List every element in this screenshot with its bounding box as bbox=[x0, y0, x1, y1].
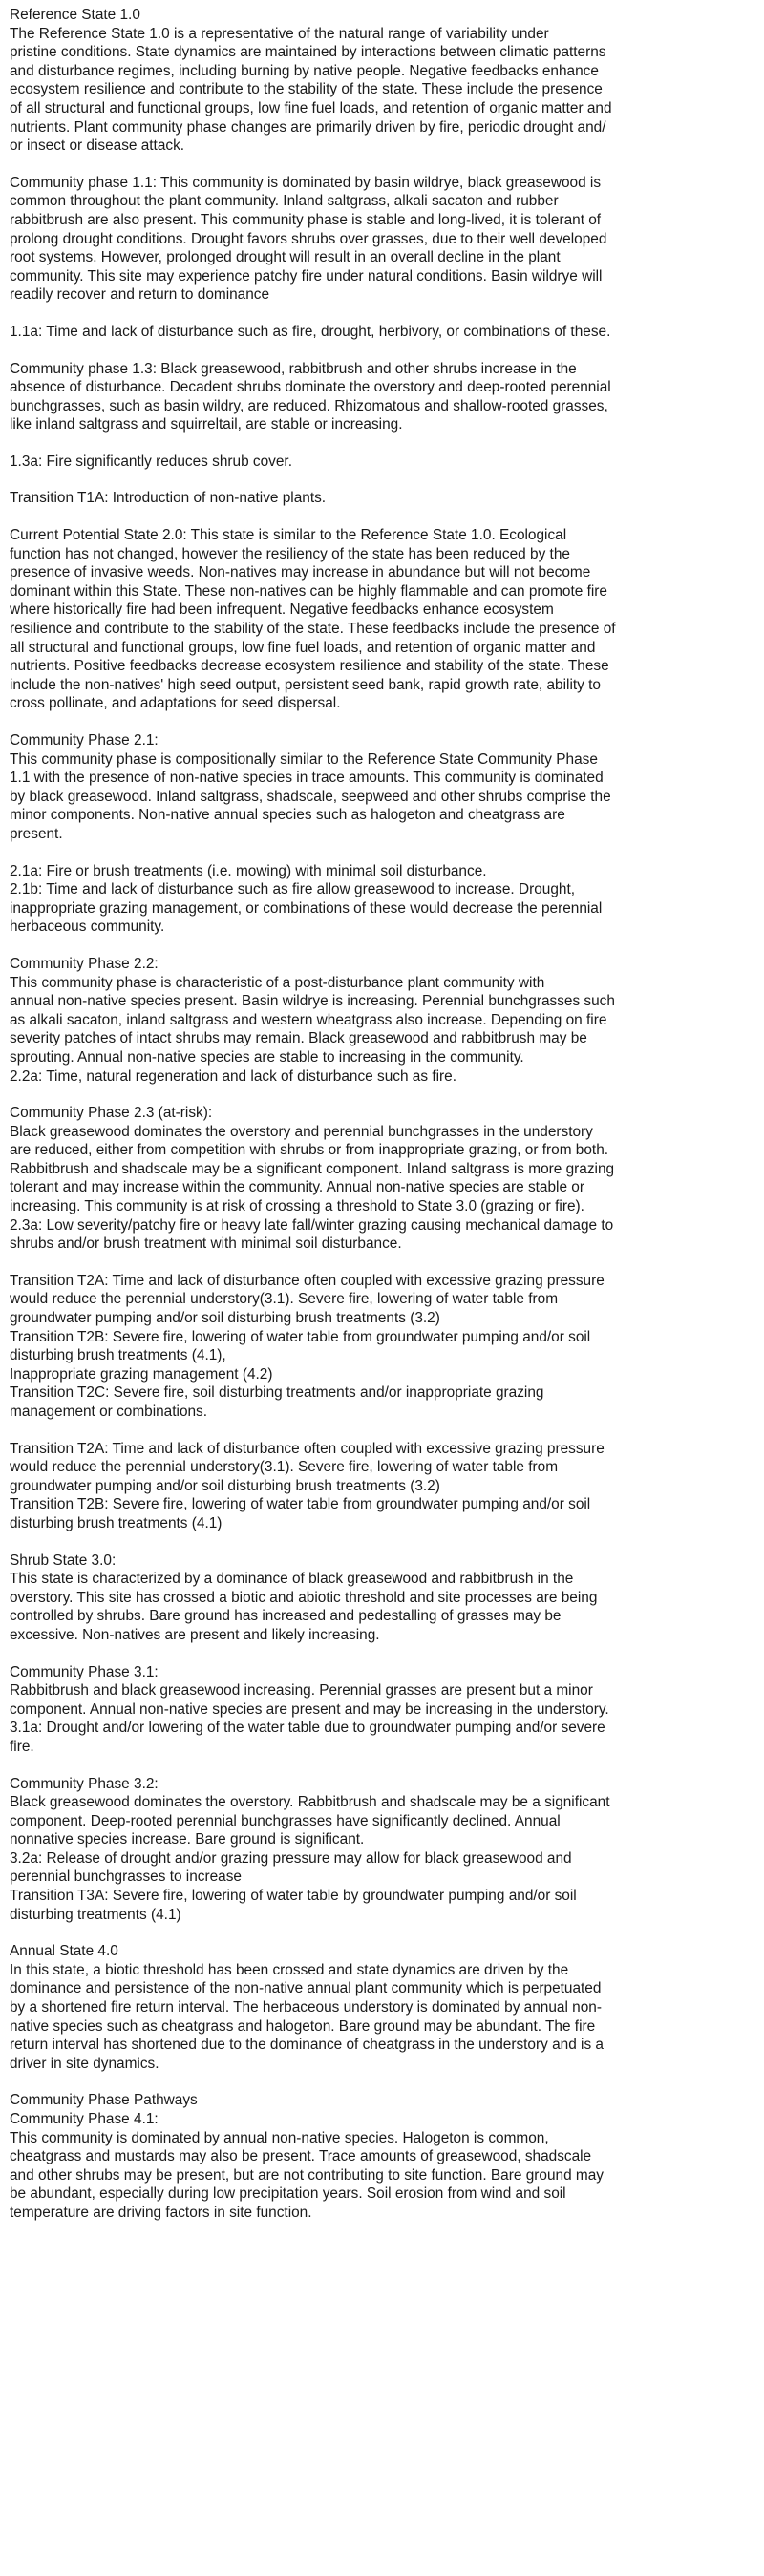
paragraph bbox=[10, 1552, 753, 1645]
text-line: 3.2a: Release of drought and/or grazing pressure may allow for black greasewood and bbox=[10, 1849, 572, 1867]
text-line: Transition T2B: Severe fire, lowering of water table from groundwater pumping and/or soil bbox=[10, 1328, 591, 1345]
text-line: temperature are driving factors in site function. bbox=[10, 2204, 312, 2221]
text-line: controlled by shrubs. Bare ground has increased and pedestalling of grasses may be bbox=[10, 1608, 562, 1625]
text-line: fire. bbox=[10, 1738, 34, 1755]
paragraph bbox=[10, 731, 753, 844]
text-line: This state is characterized by a dominance of black greasewood and rabbitbrush in the bbox=[10, 1571, 574, 1588]
text-line: component. Deep-rooted perennial bunchgrasses have significantly declined. Annual bbox=[10, 1812, 561, 1829]
text-line: 3.1a: Drought and/or lowering of the water table due to groundwater pumping and/or severe bbox=[10, 1720, 605, 1737]
paragraph-first-line: Community Phase 2.3 (at-risk): bbox=[10, 1105, 213, 1122]
text-line: would reduce the perennial understory(3.1). Severe fire, lowering of water table from bbox=[10, 1291, 559, 1308]
text-line: as alkali sacaton, inland saltgrass and western wheatgrass also increase. Depending on fire bbox=[10, 1011, 607, 1028]
text-line: Rabbitbrush and black greasewood increasing. Perennial grasses are present but a minor bbox=[10, 1682, 593, 1700]
paragraph bbox=[10, 323, 753, 342]
text-line: return interval has shortened due to the dominance of cheatgrass in the understory and is a bbox=[10, 2037, 604, 2054]
text-line: common throughout the plant community. Inland saltgrass, alkali sacaton and rubber bbox=[10, 193, 559, 210]
text-line: all structural and functional groups, low fine fuel loads, and retention of organic matter and bbox=[10, 639, 596, 656]
text-line: or insect or disease attack. bbox=[10, 137, 185, 155]
paragraph-first-line: Transition T2A: Time and lack of disturbance often coupled with excessive grazing pressure bbox=[10, 1440, 605, 1457]
text-line: and other shrubs may be present, but are not contributing to site function. Bare ground may bbox=[10, 2166, 604, 2184]
text-line: minor components. Non-native annual species such as halogeton and cheatgrass are bbox=[10, 807, 565, 824]
text-line: Black greasewood dominates the overstory. Rabbitbrush and shadscale may be a significant bbox=[10, 1794, 610, 1811]
text-line: include the non-natives' high seed output, persistent seed bank, rapid growth rate, ability to bbox=[10, 676, 601, 693]
text-line: cheatgrass and mustards may also be present. Trace amounts of greasewood, shadscale bbox=[10, 2148, 592, 2165]
text-line: where historically fire had been infrequent. Negative feedbacks enhance ecosystem bbox=[10, 602, 554, 619]
paragraph bbox=[10, 862, 753, 937]
text-line: This community is dominated by annual non-native species. Halogeton is common, bbox=[10, 2129, 549, 2146]
text-line: nutrients. Plant community phase changes are primarily driven by fire, periodic drought and/ bbox=[10, 118, 606, 136]
text-line: root systems. However, prolonged drought will result in an overall decline in the plant bbox=[10, 249, 561, 266]
text-line: excessive. Non-natives are present and likely increasing. bbox=[10, 1626, 380, 1643]
paragraph-first-line: Annual State 4.0 bbox=[10, 1943, 118, 1960]
paragraph-first-line: Community Phase 3.2: bbox=[10, 1775, 159, 1792]
text-line: by black greasewood. Inland saltgrass, shadscale, seepweed and other shrubs comprise the bbox=[10, 788, 611, 805]
paragraph bbox=[10, 1942, 753, 2073]
text-line: This community phase is characteristic of a post-disturbance plant community with bbox=[10, 974, 545, 991]
text-line: presence of invasive weeds. Non-natives may increase in abundance but will not become bbox=[10, 564, 591, 581]
text-line: The Reference State 1.0 is a representative of the natural range of variability under bbox=[10, 25, 549, 42]
text-line: component. Annual non-native species are present and may be increasing in the understory. bbox=[10, 1700, 609, 1718]
text-line: disturbing brush treatments (4.1) bbox=[10, 1514, 223, 1531]
text-line: be abundant, especially during low precipitation years. Soil erosion from wind and soil bbox=[10, 2185, 566, 2203]
paragraph bbox=[10, 955, 753, 1086]
text-line: perennial bunchgrasses to increase bbox=[10, 1869, 242, 1886]
paragraph-first-line: Transition T1A: Introduction of non-native plants. bbox=[10, 490, 327, 507]
paragraph-first-line: Reference State 1.0 bbox=[10, 7, 140, 23]
paragraph bbox=[10, 1663, 753, 1757]
text-line: 2.3a: Low severity/patchy fire or heavy late fall/winter grazing causing mechanical damage to bbox=[10, 1216, 614, 1234]
text-line: driver in site dynamics. bbox=[10, 2055, 159, 2072]
text-line: like inland saltgrass and squirreltail, are stable or increasing. bbox=[10, 416, 403, 433]
paragraph bbox=[10, 360, 753, 434]
text-line: community. This site may experience patchy fire under natural conditions. Basin wildrye will bbox=[10, 267, 603, 285]
paragraph-first-line: 1.3a: Fire significantly reduces shrub cover. bbox=[10, 453, 292, 470]
paragraph bbox=[10, 1272, 753, 1422]
paragraph bbox=[10, 526, 753, 713]
text-line: and disturbance regimes, including burning by native people. Negative feedbacks enhance bbox=[10, 62, 599, 79]
text-line: Transition T2B: Severe fire, lowering of water table from groundwater pumping and/or soil bbox=[10, 1496, 591, 1513]
text-line: overstory. This site has crossed a biotic and abiotic threshold and site processes are being bbox=[10, 1589, 598, 1606]
paragraph-first-line: Transition T2A: Time and lack of disturbance often coupled with excessive grazing pressure bbox=[10, 1272, 605, 1289]
text-line: function has not changed, however the resiliency of the state has been reduced by the bbox=[10, 545, 570, 562]
text-line: Inappropriate grazing management (4.2) bbox=[10, 1365, 273, 1383]
text-line: shrubs and/or brush treatment with minimal soil disturbance. bbox=[10, 1235, 402, 1253]
text-line: resilience and contribute to the stability of the state. These feedbacks include the presence of bbox=[10, 621, 616, 638]
text-line: tolerant and may increase within the community. Annual non-native species are stable or bbox=[10, 1179, 584, 1196]
text-line: inappropriate grazing management, or combinations of these would decrease the perennial bbox=[10, 899, 603, 917]
text-line: 2.2a: Time, natural regeneration and lack of disturbance such as fire. bbox=[10, 1067, 456, 1085]
text-line: cross pollinate, and adaptations for seed dispersal. bbox=[10, 695, 341, 712]
paragraph bbox=[10, 2091, 753, 2222]
text-line: are reduced, either from competition with shrubs or from inappropriate grazing, or from both. bbox=[10, 1142, 609, 1159]
text-line: disturbing treatments (4.1) bbox=[10, 1906, 181, 1923]
text-line: native species such as cheatgrass and halogeton. Bare ground may be abundant. The fire bbox=[10, 2017, 596, 2035]
text-line: by a shortened fire return interval. The herbaceous understory is dominated by annual non- bbox=[10, 1999, 602, 2016]
paragraph-first-line: Community Phase Pathways bbox=[10, 2092, 198, 2109]
text-line: sprouting. Annual non-native species are stable to increasing in the community. bbox=[10, 1048, 524, 1066]
paragraph bbox=[10, 1104, 753, 1254]
text-line: annual non-native species present. Basin wildrye is increasing. Perennial bunchgrasses such bbox=[10, 993, 615, 1010]
text-line: groundwater pumping and/or soil disturbing brush treatments (3.2) bbox=[10, 1310, 440, 1327]
text-line: nutrients. Positive feedbacks decrease ecosystem resilience and stability of the state. These bbox=[10, 658, 609, 675]
text-line: rabbitbrush are also present. This community phase is stable and long-lived, it is tolerant of bbox=[10, 211, 602, 228]
text-line: pristine conditions. State dynamics are maintained by interactions between climatic patterns bbox=[10, 44, 606, 61]
text-line: In this state, a biotic threshold has been crossed and state dynamics are driven by the bbox=[10, 1961, 569, 1978]
paragraph-first-line: 2.1a: Fire or brush treatments (i.e. mowing) with minimal soil disturbance. bbox=[10, 862, 487, 879]
text-line: Transition T2C: Severe fire, soil disturbing treatments and/or inappropriate grazing bbox=[10, 1384, 544, 1402]
text-line: This community phase is compositionally similar to the Reference State Community Phase bbox=[10, 750, 598, 768]
text-line: present. bbox=[10, 825, 63, 842]
paragraph bbox=[10, 1775, 753, 1925]
paragraph bbox=[10, 1440, 753, 1533]
paragraph-first-line: Community phase 1.1: This community is dominated by basin wildrye, black greasewood is bbox=[10, 174, 602, 191]
text-line: increasing. This community is at risk of crossing a threshold to State 3.0 (grazing or fire). bbox=[10, 1198, 584, 1215]
text-line: nonnative species increase. Bare ground is significant. bbox=[10, 1831, 365, 1848]
text-line: ecosystem resilience and contribute to the stability of the state. These include the presence bbox=[10, 81, 603, 98]
paragraph-first-line: Shrub State 3.0: bbox=[10, 1552, 117, 1569]
text-line: management or combinations. bbox=[10, 1404, 208, 1420]
text-line: herbaceous community. bbox=[10, 918, 165, 936]
document-body bbox=[10, 6, 753, 2241]
paragraph-first-line: Community Phase 3.1: bbox=[10, 1663, 159, 1680]
text-line: Rabbitbrush and shadscale may be a significant component. Inland saltgrass is more grazing bbox=[10, 1160, 615, 1177]
text-line: Community Phase 4.1: bbox=[10, 2111, 159, 2127]
text-line: bunchgrasses, such as basin wildry, are reduced. Rhizomatous and shallow-rooted grasses, bbox=[10, 397, 608, 414]
text-line: Black greasewood dominates the overstory and perennial bunchgrasses in the understory bbox=[10, 1123, 593, 1140]
text-line: dominance and persistence of the non-native annual plant community which is perpetuated bbox=[10, 1980, 602, 1997]
text-line: groundwater pumping and/or soil disturbing brush treatments (3.2) bbox=[10, 1477, 440, 1494]
text-line: dominant within this State. These non-natives can be highly flammable and can promote fire bbox=[10, 582, 607, 600]
paragraph bbox=[10, 453, 753, 472]
text-line: severity patches of intact shrubs may remain. Black greasewood and rabbitbrush may be bbox=[10, 1030, 587, 1047]
text-line: readily recover and return to dominance bbox=[10, 286, 270, 304]
paragraph bbox=[10, 174, 753, 305]
paragraph bbox=[10, 489, 753, 508]
paragraph-first-line: Community phase 1.3: Black greasewood, rabbitbrush and other shrubs increase in the bbox=[10, 360, 577, 377]
paragraph-first-line: Community Phase 2.2: bbox=[10, 955, 159, 972]
text-line: 2.1b: Time and lack of disturbance such as fire allow greasewood to increase. Drought, bbox=[10, 881, 576, 898]
text-line: 1.1 with the presence of non-native species in trace amounts. This community is dominated bbox=[10, 770, 604, 787]
text-line: disturbing brush treatments (4.1), bbox=[10, 1347, 226, 1364]
paragraph bbox=[10, 6, 753, 156]
text-line: would reduce the perennial understory(3.1). Severe fire, lowering of water table from bbox=[10, 1459, 559, 1476]
text-line: Transition T3A: Severe fire, lowering of water table by groundwater pumping and/or soil bbox=[10, 1888, 577, 1905]
paragraph-first-line: 1.1a: Time and lack of disturbance such as fire, drought, herbivory, or combinations of these. bbox=[10, 323, 611, 340]
paragraph-first-line: Community Phase 2.1: bbox=[10, 732, 159, 749]
text-line: prolong drought conditions. Drought favors shrubs over grasses, due to their well developed bbox=[10, 230, 607, 247]
text-line: absence of disturbance. Decadent shrubs dominate the overstory and deep-rooted perennial bbox=[10, 379, 611, 396]
text-line: of all structural and functional groups, low fine fuel loads, and retention of organic matter and bbox=[10, 99, 612, 116]
paragraph-first-line: Current Potential State 2.0: This state is similar to the Reference State 1.0. Ecological bbox=[10, 527, 567, 544]
